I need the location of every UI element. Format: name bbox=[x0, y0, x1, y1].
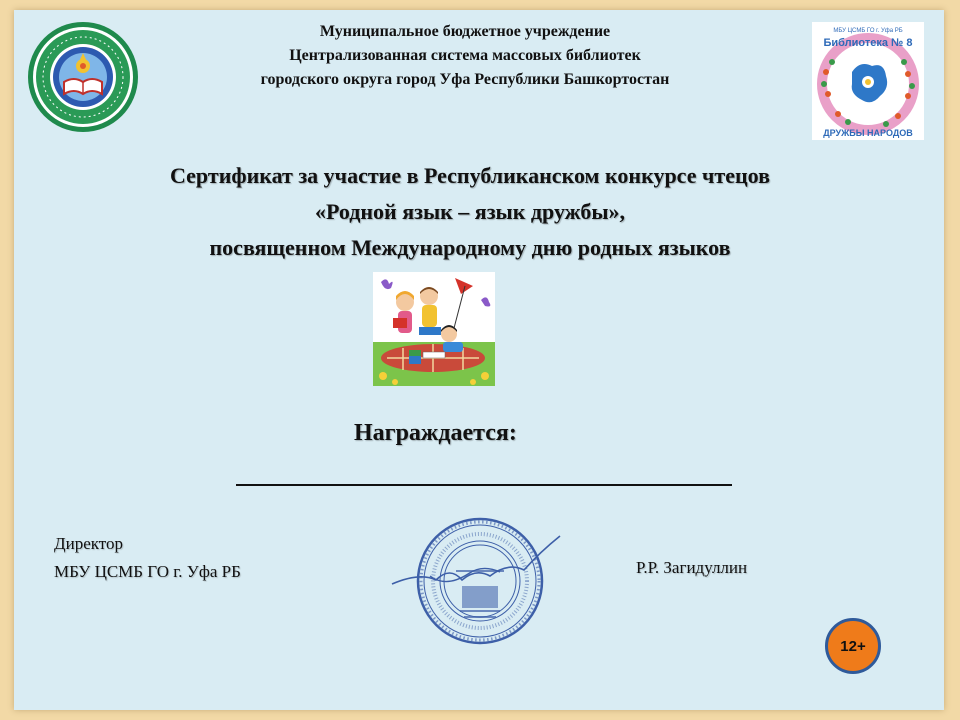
header-line-2: Централизованная система массовых библиотек bbox=[289, 47, 641, 64]
director-title-line-1: Директор bbox=[54, 534, 123, 553]
certificate-title-line-3: посвященном Международному дню родных языков bbox=[209, 235, 731, 260]
awarded-label: Награждается: bbox=[354, 420, 517, 446]
recipient-name-line bbox=[236, 484, 732, 486]
library-org-label: МБУ ЦСМБ ГО г. Уфа РБ bbox=[833, 28, 903, 34]
library-friendship-emblem-icon bbox=[812, 22, 924, 140]
director-name: Р.Р. Загидуллин bbox=[636, 558, 748, 577]
header-line-3: городского округа город Уфа Республики Башкортостан bbox=[260, 71, 670, 88]
age-rating-badge: 12+ bbox=[825, 618, 881, 674]
library-number-label: Библиотека № 8 bbox=[823, 37, 913, 49]
certificate-title-line-1: Сертификат за участие в Республиканском конкурсе чтецов bbox=[170, 163, 770, 188]
director-title-line-2: МБУ ЦСМБ ГО г. Уфа РБ bbox=[54, 562, 241, 581]
header-line-1: Муниципальное бюджетное учреждение bbox=[319, 23, 611, 40]
certificate-title-line-2: «Родной язык – язык дружбы», bbox=[314, 199, 626, 224]
children-reading-illustration-icon bbox=[373, 272, 495, 386]
director-title bbox=[54, 530, 241, 586]
official-seal-icon bbox=[390, 506, 570, 656]
library-system-emblem-icon bbox=[26, 20, 140, 134]
institution-header bbox=[150, 20, 780, 92]
certificate-title bbox=[90, 158, 850, 266]
friendship-label: ДРУЖБЫ НАРОДОВ bbox=[823, 128, 913, 138]
